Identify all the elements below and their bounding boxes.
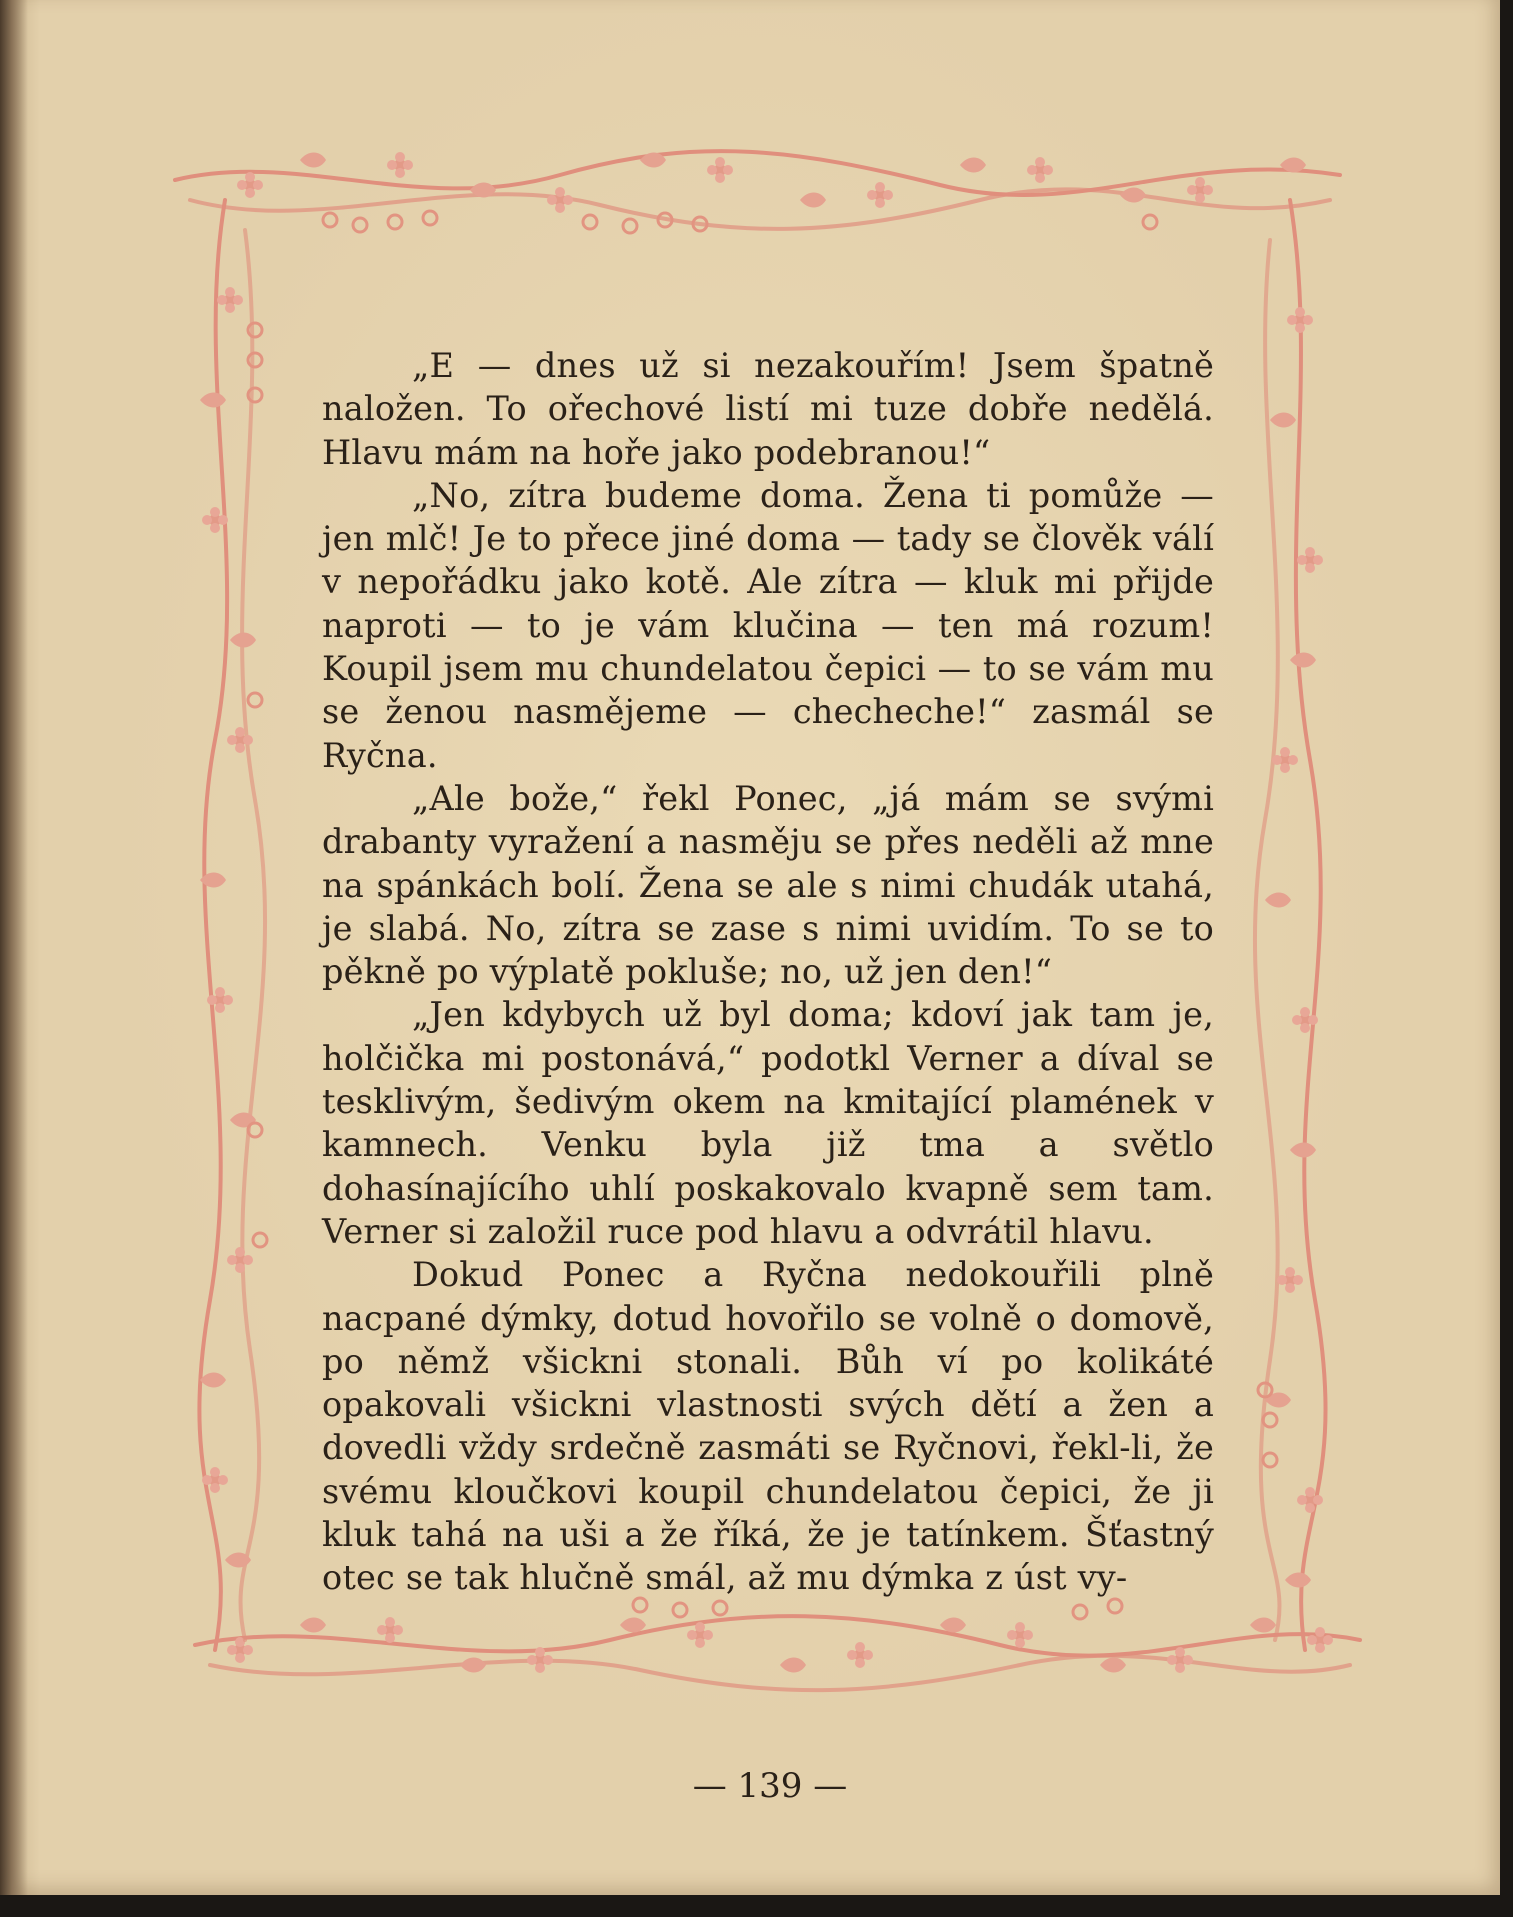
paragraph: „No, zítra budeme doma. Žena ti pomůže — jen mlč! Je to přece jiné doma — tady se člověk válí v nepořádku jako kotě. Ale zítra — kluk mi přijde naproti — to je vám klučina — ten má rozum! Koupil jsem mu chundelatou čepici — to se vám mu se ženou nasmějeme — checheche!“ zasmál se Ryčna. [322, 475, 1214, 775]
right-ornament-flowers [1258, 307, 1323, 1588]
paragraph: Dokud Ponec a Ryčna nedokouřili plně nacpané dýmky, dotud hovořilo se volně o domově, po němž všickni stonali. Bůh ví po kolikáté opakovali všickni vlastnosti svých dětí a žen a dovedli vždy srdečně zasmáti se Ryčnovi, řekl-li, že svému kloučkovi koupil chundelatou čepici, že ji kluk tahá na uši a že říká, že je tatínkem. Šťastný otec se tak hlučně smál, až mu dýmka z úst vy- [322, 1255, 1214, 1598]
page-number: — 139 — [692, 1766, 848, 1806]
left-ornament-flowers [200, 287, 267, 1568]
paragraph: „E — dnes už si nezakouřím! Jsem špatně naložen. To ořechové listí mi tuze dobře nedělá. Hlavu mám na hoře jako podebranou!“ [322, 346, 1214, 472]
left-ornament-band [199, 200, 265, 1650]
bottom-ornament-flowers [227, 1598, 1333, 1673]
body-text [322, 344, 1214, 1600]
top-ornament-band [175, 151, 1340, 229]
top-ornament-flowers [237, 152, 1306, 233]
bottom-ornament-band [195, 1616, 1360, 1690]
paragraph: „Jen kdybych už byl doma; kdoví jak tam je, holčička mi postonává,“ podotkl Verner a díval se tesklivým, šedivým okem na kmitající plamének v kamnech. Venku byla již tma a světlo dohasínajícího uhlí poskakovalo kvapně sem tam. Verner si založil ruce pod hlavu a odvrátil hlavu. [322, 995, 1214, 1251]
paragraph: „Ale bože,“ řekl Ponec, „já mám se svými drabanty vyražení a nasměju se přes neděli až mne na spánkách bolí. Žena se ale s nimi chudák utahá, je slabá. No, zítra se zase s nimi uvidím. To se to pěkně po výplatě pokluše; no, už jen den!“ [322, 778, 1214, 992]
